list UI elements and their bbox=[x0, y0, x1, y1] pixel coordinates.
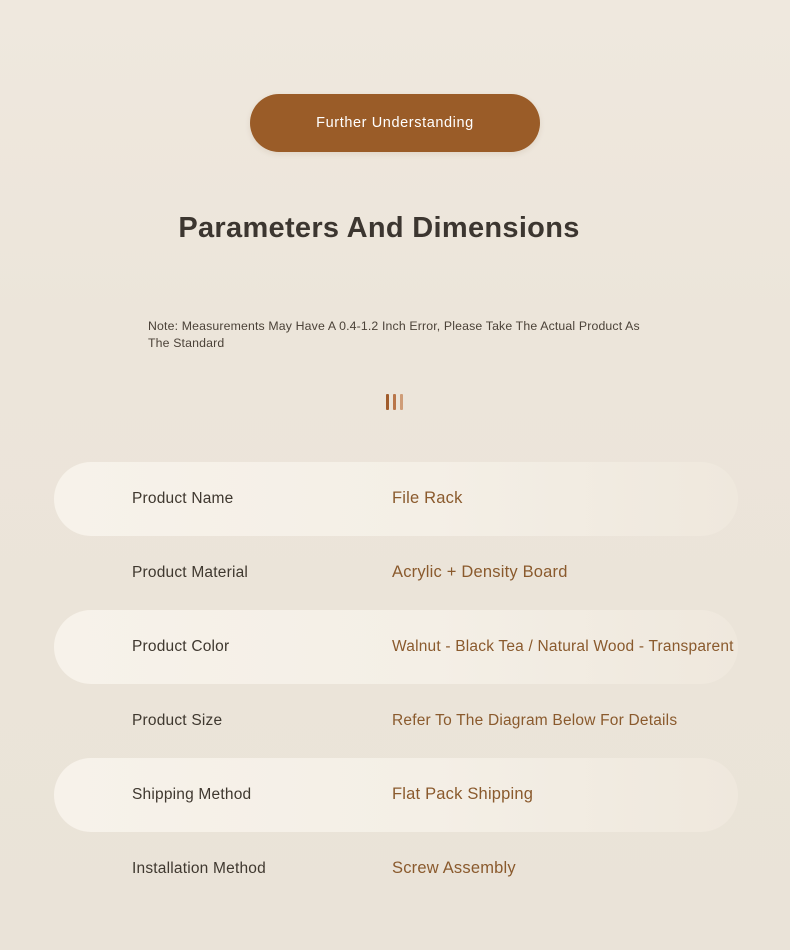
three-bars-divider-icon bbox=[0, 394, 790, 410]
spec-value: Walnut - Black Tea / Natural Wood - Transparent bbox=[392, 637, 734, 655]
spec-value: Screw Assembly bbox=[392, 859, 516, 878]
spec-label: Shipping Method bbox=[132, 786, 252, 803]
table-row bbox=[54, 462, 738, 536]
spec-label: Product Color bbox=[132, 638, 230, 655]
spec-label: Product Material bbox=[132, 564, 249, 581]
measurement-note: Note: Measurements May Have A 0.4-1.2 Inch Error, Please Take The Actual Product As The Standard bbox=[148, 319, 640, 350]
further-understanding-badge: Further Understanding bbox=[250, 94, 540, 152]
spec-value: Flat Pack Shipping bbox=[392, 785, 534, 804]
table-row bbox=[54, 610, 738, 684]
table-row bbox=[54, 536, 738, 610]
spec-label: Product Name bbox=[132, 490, 234, 507]
page-title: Parameters And Dimensions bbox=[178, 212, 580, 244]
spec-label: Product Size bbox=[132, 712, 223, 729]
spec-value: Acrylic + Density Board bbox=[392, 563, 568, 582]
badge-container bbox=[0, 94, 790, 152]
table-row bbox=[54, 832, 738, 906]
table-row bbox=[54, 758, 738, 832]
spec-label: Installation Method bbox=[132, 860, 266, 877]
spec-table bbox=[54, 462, 738, 906]
spec-value: File Rack bbox=[392, 489, 463, 508]
spec-value: Refer To The Diagram Below For Details bbox=[392, 711, 678, 729]
table-row bbox=[54, 684, 738, 758]
